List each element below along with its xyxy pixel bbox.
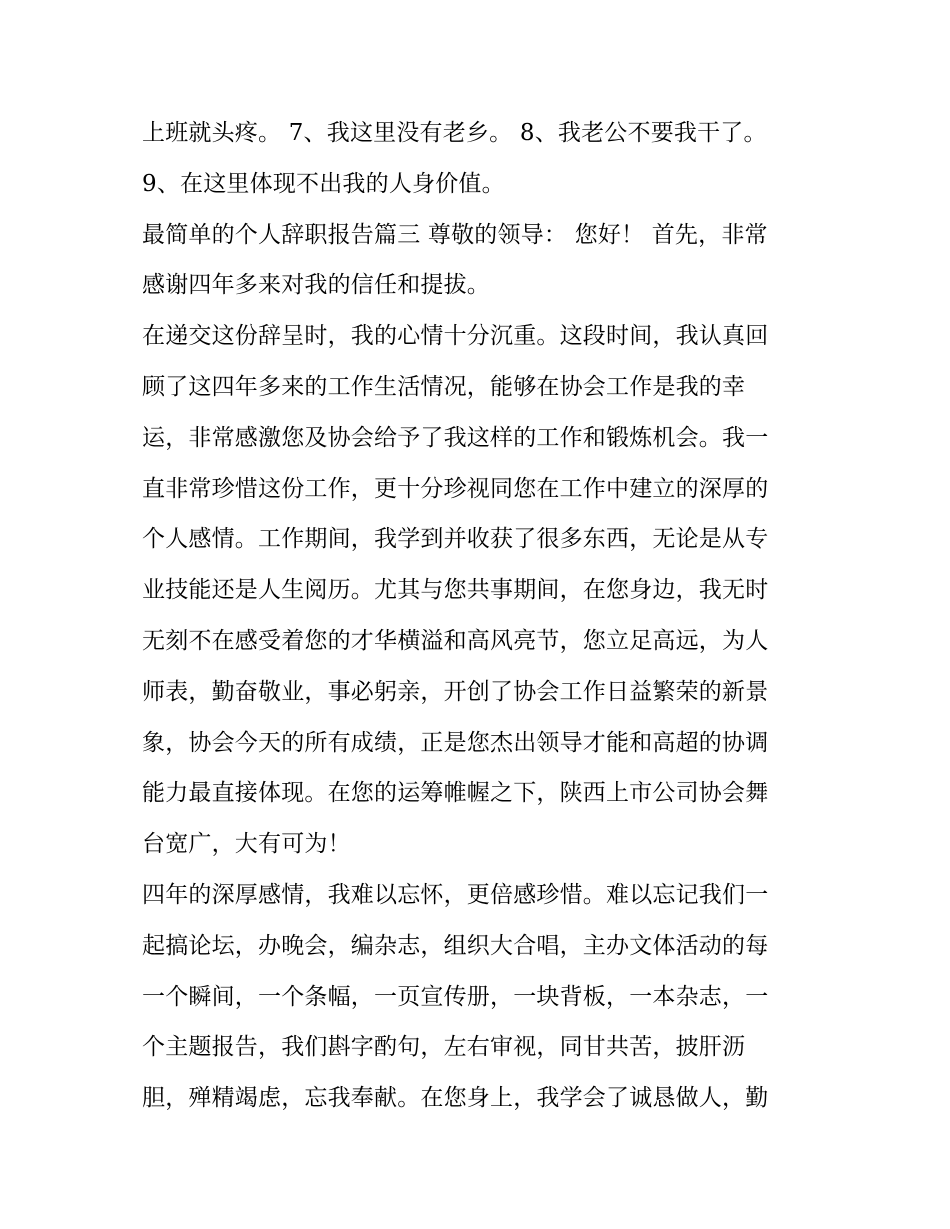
text-line: 直非常珍惜这份工作，更十分珍视同您在工作中建立的深厚的 bbox=[142, 475, 769, 502]
text-line: 师表，勤奋敬业，事必躬亲，开创了协会工作日益繁荣的新景 bbox=[142, 678, 769, 705]
text-line: 四年的深厚感情，我难以忘怀，更倍感珍惜。难以忘记我们一 bbox=[142, 881, 769, 908]
text-line: 能力最直接体现。在您的运筹帷幄之下，陕西上市公司协会舞 bbox=[142, 780, 769, 807]
text-line: 在递交这份辞呈时，我的心情十分沉重。这段时间，我认真回 bbox=[142, 323, 769, 350]
text-line: 一个瞬间，一个条幅，一页宣传册，一块背板，一本杂志，一 bbox=[142, 983, 769, 1010]
document-body bbox=[142, 108, 822, 1124]
text-line: 业技能还是人生阅历。尤其与您共事期间，在您身边，我无时 bbox=[142, 577, 769, 604]
text-line: 感谢四年多来对我的信任和提拔。 bbox=[142, 272, 490, 299]
text-line: 起搞论坛，办晚会，编杂志，组织大合唱，主办文体活动的每 bbox=[142, 932, 769, 959]
text-line: 9、在这里体现不出我的人身价值。 bbox=[142, 170, 505, 197]
text-line: 运，非常感激您及协会给予了我这样的工作和锻炼机会。我一 bbox=[142, 424, 769, 451]
text-line: 无刻不在感受着您的才华横溢和高风亮节，您立足高远，为人 bbox=[142, 627, 769, 654]
text-line: 个主题报告，我们斟字酌句，左右审视，同甘共苦，披肝沥 bbox=[142, 1034, 746, 1061]
text-line: 象，协会今天的所有成绩，正是您杰出领导才能和高超的协调 bbox=[142, 729, 769, 756]
text-line: 台宽广，大有可为！ bbox=[142, 831, 351, 858]
text-line: 最简单的个人辞职报告篇三 尊敬的领导： 您好！ 首先，非常 bbox=[142, 221, 768, 248]
text-line: 胆，殚精竭虑，忘我奉献。在您身上，我学会了诚恳做人，勤 bbox=[142, 1085, 769, 1112]
text-line: 顾了这四年多来的工作生活情况，能够在协会工作是我的幸 bbox=[142, 373, 746, 400]
text-line: 上班就头疼。 7、我这里没有老乡。 8、我老公不要我干了。 bbox=[142, 120, 767, 146]
text-line: 个人感情。工作期间，我学到并收获了很多东西，无论是从专 bbox=[142, 526, 769, 553]
